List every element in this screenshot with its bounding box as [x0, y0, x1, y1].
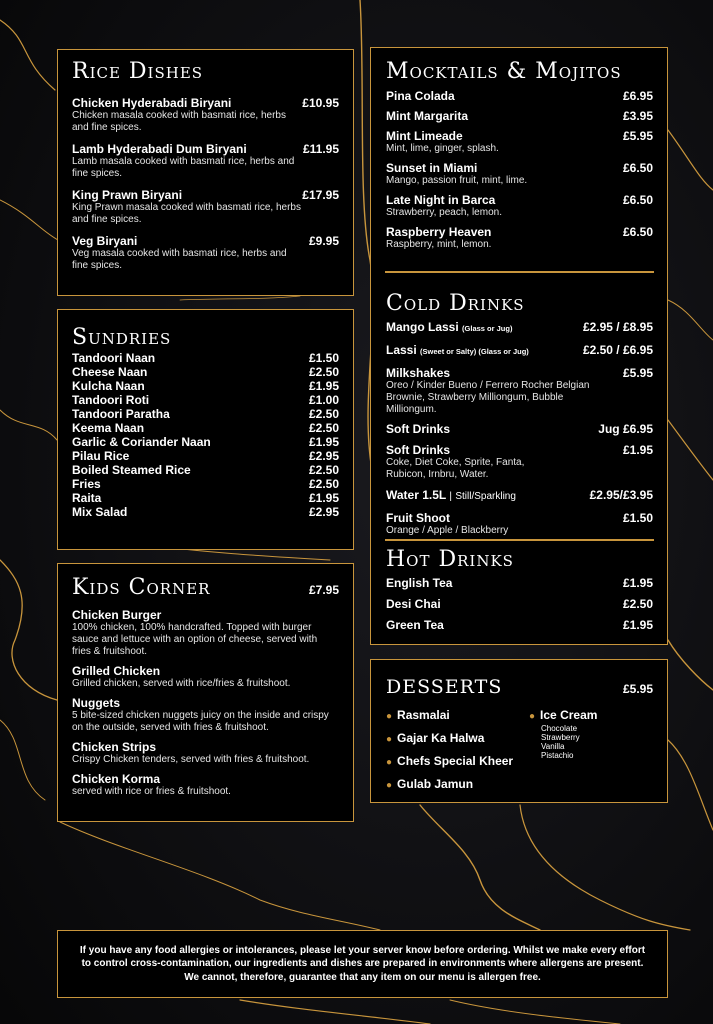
- item-name: Rasmalai: [397, 708, 450, 722]
- item-desc: Mint, lime, ginger, splash.: [386, 143, 499, 154]
- cold-item: [386, 422, 653, 436]
- item-name: Sunset in Miami: [386, 161, 478, 175]
- hot-drinks-heading: Hot Drinks: [386, 547, 514, 572]
- item-name: Gulab Jamun: [397, 777, 474, 791]
- item-desc: Chicken masala cooked with basmati rice, herbs and fine spices.: [72, 110, 286, 133]
- item-price: £1.95: [622, 443, 653, 457]
- item-name: Tandoori Naan: [72, 351, 156, 365]
- item-desc: Strawberry, peach, lemon.: [386, 207, 502, 218]
- mocktails-heading: Mocktails & Mojitos: [386, 59, 622, 84]
- sundry-row: [72, 435, 339, 449]
- item-desc: Grilled chicken, served with rice/fries & fruitshoot.: [72, 678, 291, 689]
- item-name: Desi Chai: [386, 597, 441, 611]
- desserts-list: [386, 708, 653, 793]
- bullet-icon: ●: [529, 711, 536, 722]
- sundry-row: [72, 379, 339, 393]
- sundry-row: [72, 351, 339, 365]
- item-note: Still/Sparkling: [455, 491, 516, 502]
- sundry-row: [72, 491, 339, 505]
- item-name: Mint Margarita: [386, 109, 469, 123]
- item-name: Mint Limeade: [386, 129, 463, 143]
- ice-cream-flavours: [529, 724, 597, 760]
- section-divider: [385, 539, 654, 541]
- item-name: Nuggets: [72, 696, 120, 710]
- item-price: £10.95: [302, 96, 339, 110]
- sundry-row: [72, 505, 339, 519]
- dessert-item: [386, 777, 529, 793]
- item-name: Green Tea: [386, 618, 444, 632]
- item-name: Tandoori Paratha: [72, 407, 170, 421]
- kids-item: [72, 772, 339, 798]
- mocktail-item: [386, 89, 653, 103]
- item-price: £1.95: [308, 379, 339, 393]
- kids-item: [72, 664, 339, 690]
- item-desc: Mango, passion fruit, mint, lime.: [386, 175, 528, 186]
- allergy-notice: [57, 930, 668, 998]
- item-desc: Orange / Apple / Blackberry: [386, 525, 509, 536]
- item-name: Milkshakes: [386, 366, 451, 380]
- sundry-row: [72, 421, 339, 435]
- desserts-right-column: [529, 708, 597, 793]
- kids-corner-panel: [57, 563, 354, 822]
- cold-drinks-list: [386, 320, 653, 537]
- bullet-icon: ●: [386, 711, 393, 722]
- desserts-price: £5.95: [622, 682, 653, 696]
- item-desc: Oreo / Kinder Bueno / Ferrero Rocher Belgian Brownie, Strawberry Milliongum, Bubble Milliongum.: [386, 380, 590, 415]
- kids-corner-price: £7.95: [308, 583, 339, 597]
- item-price: £1.95: [308, 491, 339, 505]
- item-sep: |: [449, 491, 452, 502]
- item-name: Mango Lassi: [386, 320, 459, 334]
- desserts-panel: [370, 659, 668, 803]
- item-name: Veg Biryani: [72, 234, 138, 248]
- kids-item: [72, 696, 339, 734]
- item-name: Lassi: [386, 343, 417, 357]
- flavour: Pistachio: [541, 751, 574, 760]
- item-desc: 5 bite-sized chicken nuggets juicy on the inside and crispy on the outside, served with fries & fruitshoot.: [72, 710, 329, 733]
- cold-item: [386, 343, 653, 359]
- item-desc: 100% chicken, 100% handcrafted. Topped with burger sauce and lettuce with an option of cheese, served with fries & fruitshoot.: [72, 622, 318, 657]
- bullet-icon: ●: [386, 734, 393, 745]
- item-name-wrap: [386, 320, 512, 336]
- kids-corner-heading: Kids Corner: [72, 575, 211, 600]
- rice-dishes-panel: [57, 49, 354, 296]
- cold-item: [386, 488, 653, 504]
- bullet-icon: ●: [386, 757, 393, 768]
- sundry-row: [72, 449, 339, 463]
- item-name: Lamb Hyderabadi Dum Biryani: [72, 142, 247, 156]
- item-name: Grilled Chicken: [72, 664, 161, 678]
- item-price: £1.95: [622, 576, 653, 590]
- hot-item: [386, 576, 653, 590]
- item-price: £1.95: [622, 618, 653, 632]
- dessert-item: [529, 708, 597, 724]
- item-price: £2.95: [308, 449, 339, 463]
- item-name: Soft Drinks: [386, 443, 451, 457]
- item-price: £6.50: [622, 193, 653, 207]
- sundries-heading: Sundries: [72, 325, 172, 350]
- item-price: £5.95: [622, 366, 653, 380]
- sundries-panel: [57, 309, 354, 550]
- item-name: Soft Drinks: [386, 422, 451, 436]
- item-price: £3.95: [622, 109, 653, 123]
- mocktail-item: [386, 193, 653, 219]
- item-name: Ice Cream: [540, 708, 598, 722]
- item-name: Chicken Korma: [72, 772, 161, 786]
- item-name: Raita: [72, 491, 102, 505]
- kids-item: [72, 740, 339, 766]
- item-name: Fruit Shoot: [386, 511, 450, 525]
- item-price: £9.95: [308, 234, 339, 248]
- item-name: Keema Naan: [72, 421, 145, 435]
- item-price: £6.50: [622, 225, 653, 239]
- drinks-panel: [370, 47, 668, 645]
- item-price: £2.50 / £6.95: [582, 343, 653, 357]
- item-price: Jug £6.95: [598, 422, 653, 436]
- item-desc: Coke, Diet Coke, Sprite, Fanta, Rubicon, Irnbru, Water.: [386, 457, 525, 480]
- flavour: Vanilla: [541, 742, 565, 751]
- sundry-row: [72, 393, 339, 407]
- section-divider: [385, 271, 654, 273]
- item-price: £17.95: [302, 188, 339, 202]
- kids-item: [72, 608, 339, 658]
- item-desc: Crispy Chicken tenders, served with fries & fruitshoot.: [72, 754, 310, 765]
- item-price: £1.95: [308, 435, 339, 449]
- dessert-item: [386, 708, 529, 724]
- item-name: Cheese Naan: [72, 365, 148, 379]
- item-desc: Lamb masala cooked with basmati rice, herbs and fine spices.: [72, 156, 295, 179]
- mocktail-item: [386, 161, 653, 187]
- item-price: £2.50: [308, 407, 339, 421]
- sundry-row: [72, 365, 339, 379]
- item-name: Fries: [72, 477, 101, 491]
- item-name: Chicken Strips: [72, 740, 157, 754]
- rice-item: [72, 142, 339, 180]
- item-name: English Tea: [386, 576, 453, 590]
- mocktail-item: [386, 225, 653, 251]
- sundry-row: [72, 477, 339, 491]
- item-price: £11.95: [302, 142, 339, 156]
- item-name: Kulcha Naan: [72, 379, 145, 393]
- item-name: Pilau Rice: [72, 449, 130, 463]
- item-name: Mix Salad: [72, 505, 128, 519]
- item-price: £2.95 / £8.95: [582, 320, 653, 334]
- item-name: Tandoori Roti: [72, 393, 150, 407]
- item-name-wrap: [386, 343, 529, 359]
- hot-drinks-list: [386, 576, 653, 632]
- item-name: Water 1.5L: [386, 488, 447, 502]
- item-name: Raspberry Heaven: [386, 225, 492, 239]
- item-name: Gajar Ka Halwa: [397, 731, 485, 745]
- item-name: Garlic & Coriander Naan: [72, 435, 211, 449]
- item-name: Late Night in Barca: [386, 193, 496, 207]
- hot-item: [386, 618, 653, 632]
- cold-item: [386, 320, 653, 336]
- rice-dishes-heading: Rice Dishes: [72, 59, 204, 84]
- item-price: £2.50: [308, 421, 339, 435]
- mocktail-item: [386, 109, 653, 123]
- hot-item: [386, 597, 653, 611]
- item-name: Boiled Steamed Rice: [72, 463, 191, 477]
- dessert-item: [386, 731, 529, 747]
- item-price: £1.50: [308, 351, 339, 365]
- bullet-icon: ●: [386, 780, 393, 791]
- item-price: £2.50: [308, 365, 339, 379]
- rice-item: [72, 234, 339, 272]
- rice-item: [72, 96, 339, 134]
- item-price: £5.95: [622, 129, 653, 143]
- item-desc: Veg masala cooked with basmati rice, herbs and fine spices.: [72, 248, 287, 271]
- item-name: Chicken Hyderabadi Biryani: [72, 96, 232, 110]
- item-price: £2.50: [622, 597, 653, 611]
- desserts-header: [386, 676, 653, 698]
- dessert-item: [386, 754, 529, 770]
- item-desc: King Prawn masala cooked with basmati rice, herbs and fine spices.: [72, 202, 301, 225]
- sundry-row: [72, 463, 339, 477]
- item-name: Chefs Special Kheer: [397, 754, 514, 768]
- item-desc: served with rice or fries & fruitshoot.: [72, 786, 231, 797]
- item-price: £1.50: [622, 511, 653, 525]
- kids-header: [72, 576, 339, 600]
- sundry-row: [72, 407, 339, 421]
- allergy-text: If you have any food allergies or intolerances, please let your server know before ordering. Whilst we make every effort to control cross-contamination, our ingredients and dishes are prepared in environments where allergens are present. We cannot, therefore, guarantee that any item on our menu is allergen free.: [79, 944, 646, 983]
- item-price: £2.50: [308, 477, 339, 491]
- item-price: £6.50: [622, 161, 653, 175]
- item-note: (Glass or Jug): [462, 324, 513, 333]
- mocktail-item: [386, 129, 653, 155]
- cold-item: [386, 366, 653, 416]
- desserts-heading: DESSERTS: [386, 676, 503, 698]
- desserts-left-column: [386, 708, 529, 793]
- item-note: (Sweet or Salty) (Glass or Jug): [420, 347, 529, 356]
- item-price: £2.95: [308, 505, 339, 519]
- item-price: £2.95/£3.95: [589, 488, 653, 502]
- item-price: £2.50: [308, 463, 339, 477]
- item-name: King Prawn Biryani: [72, 188, 183, 202]
- item-name: Chicken Burger: [72, 608, 162, 622]
- cold-item: [386, 443, 653, 481]
- cold-item: [386, 511, 653, 537]
- item-desc: Raspberry, mint, lemon.: [386, 239, 492, 250]
- item-price: £1.00: [308, 393, 339, 407]
- item-name-wrap: [386, 488, 516, 504]
- rice-item: [72, 188, 339, 226]
- cold-drinks-heading: Cold Drinks: [386, 291, 525, 316]
- flavour: Strawberry: [541, 733, 580, 742]
- item-name: Pina Colada: [386, 89, 455, 103]
- item-price: £6.95: [622, 89, 653, 103]
- flavour: Chocolate: [541, 724, 578, 733]
